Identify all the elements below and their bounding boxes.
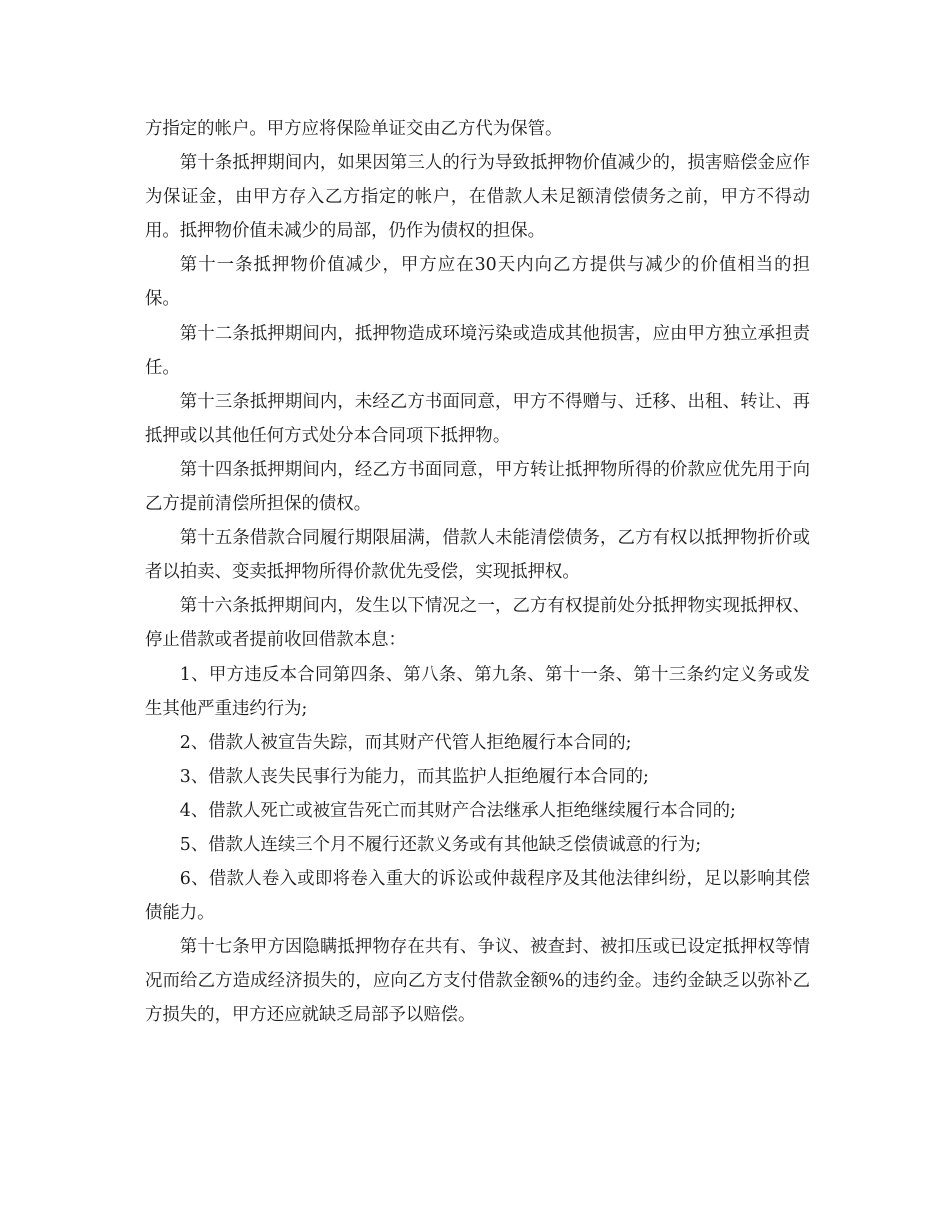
paragraph-article-16: 第十六条抵押期间内，发生以下情况之一，乙方有权提前处分抵押物实现抵押权、停止借款或者提前收回借款本息： <box>145 596 810 651</box>
paragraph-article-12: 第十二条抵押期间内，抵押物造成环境污染或造成其他损害，应由甲方独立承担责任。 <box>145 323 810 378</box>
paragraph-article-15: 第十五条借款合同履行期限届满，借款人未能清偿债务，乙方有权以抵押物折价或者以拍卖、变卖抵押物所得价款优先受偿，实现抵押权。 <box>145 528 810 583</box>
list-item-5: 5、借款人连续三个月不履行还款义务或有其他缺乏偿债诚意的行为; <box>179 834 702 855</box>
paragraph-article-10: 第十条抵押期间内，如果因第三人的行为导致抵押物价值减少的，损害赔偿金应作为保证金，由甲方存入乙方指定的帐户，在借款人未足额清偿债务之前，甲方不得动用。抵押物价值未减少的局部，仍作为债权的担保。 <box>145 153 810 242</box>
list-item-4: 4、借款人死亡或被宣告死亡而其财产合法继承人拒绝继续履行本合同的; <box>179 800 736 821</box>
paragraph-article-14: 第十四条抵押期间内，经乙方书面同意，甲方转让抵押物所得的价款应优先用于向乙方提前清偿所担保的债权。 <box>145 459 810 515</box>
paragraph-article-13: 第十三条抵押期间内，未经乙方书面同意，甲方不得赠与、迁移、出租、转让、再抵押或以其他任何方式处分本合同项下抵押物。 <box>145 391 810 446</box>
list-item-1: 1、甲方违反本合同第四条、第八条、第九条、第十一条、第十三条约定义务或发生其他严重违约行为; <box>145 664 810 719</box>
paragraph-article-17: 第十七条甲方因隐瞒抵押物存在共有、争议、被查封、被扣压或已设定抵押权等情况而给乙方造成经济损失的，应向乙方支付借款金额%的违约金。违约金缺乏以弥补乙方损失的，甲方还应就缺乏局部予以赔偿。 <box>145 937 810 1026</box>
document-body <box>145 112 810 1033</box>
paragraph-article-11: 第十一条抵押物价值减少，甲方应在30天内向乙方提供与减少的价值相当的担保。 <box>145 255 810 310</box>
list-item-2: 2、借款人被宣告失踪，而其财产代管人拒绝履行本合同的; <box>179 732 632 753</box>
list-item-3: 3、借款人丧失民事行为能力，而其监护人拒绝履行本合同的; <box>179 766 649 787</box>
paragraph-continuation: 方指定的帐户。甲方应将保险单证交由乙方代为保管。 <box>145 119 563 139</box>
list-item-6: 6、借款人卷入或即将卷入重大的诉讼或仲裁程序及其他法律纠纷，足以影响其偿债能力。 <box>145 869 810 924</box>
